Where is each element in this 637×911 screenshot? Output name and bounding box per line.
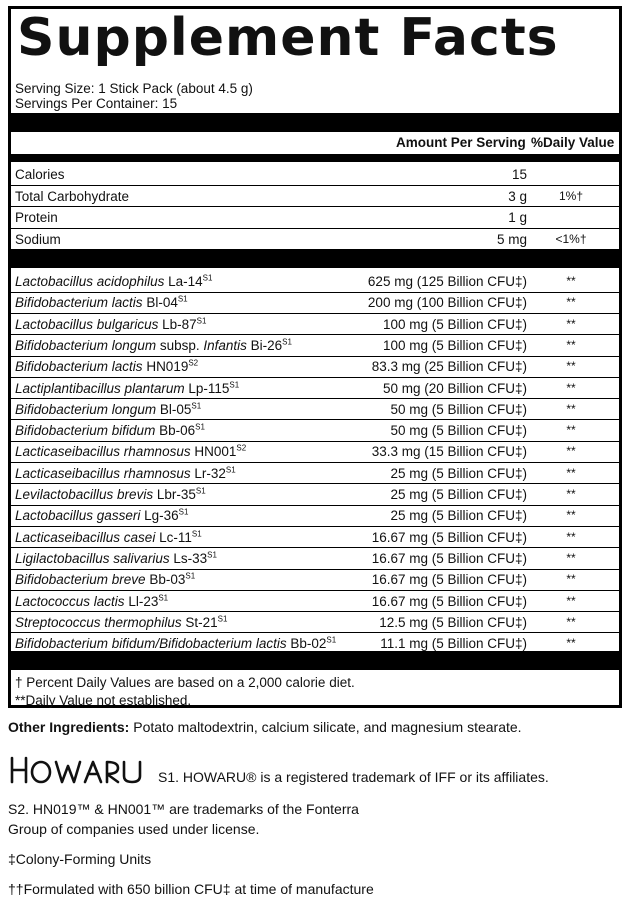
- nutrient-amount: 5 mg: [496, 231, 527, 247]
- nutrient-name: Sodium: [15, 231, 61, 247]
- probiotic-strain: Lb-87: [158, 316, 197, 332]
- probiotic-genus: Bifidobacterium lactis: [15, 295, 143, 311]
- probiotic-genus: Lactobacillus bulgaricus: [15, 316, 159, 332]
- serving-size: Serving Size: 1 Stick Pack (about 4.5 g): [15, 81, 253, 96]
- probiotic-strain: Lr-32: [190, 465, 226, 481]
- probiotic-amount: 16.67 mg (5 Billion CFU‡): [371, 529, 527, 545]
- probiotic-name: [15, 548, 217, 569]
- probiotic-row: [11, 378, 619, 400]
- probiotic-source-ref: S1: [185, 571, 196, 581]
- probiotic-dv: **: [566, 359, 576, 374]
- probiotic-source-ref: S1: [191, 529, 202, 539]
- note-cfu: ‡Colony-Forming Units: [8, 851, 152, 867]
- probiotic-amount: 12.5 mg (5 Billion CFU‡): [379, 614, 527, 630]
- note-s2-cont: Group of companies used under license.: [8, 821, 260, 837]
- probiotic-amount: 16.67 mg (5 Billion CFU‡): [371, 550, 527, 566]
- probiotic-dv: **: [566, 380, 576, 395]
- probiotic-strain: La-14: [164, 274, 203, 289]
- probiotic-source-ref: S1: [202, 273, 213, 283]
- probiotic-strain: HN019: [142, 359, 189, 375]
- probiotic-row: [11, 463, 619, 485]
- probiotic-dv: **: [566, 508, 576, 523]
- probiotic-amount: 50 mg (20 Billion CFU‡): [382, 380, 527, 396]
- probiotic-amount: 50 mg (5 Billion CFU‡): [390, 401, 527, 417]
- probiotic-source-ref: S2: [236, 443, 247, 453]
- probiotic-strain: St-21: [181, 614, 218, 630]
- probiotic-source-ref: S1: [195, 486, 206, 496]
- dv-footnote: † Percent Daily Values are based on a 2,000 calorie diet.: [15, 675, 355, 690]
- probiotic-amount: 625 mg (125 Billion CFU‡): [367, 274, 527, 289]
- nutrient-dv: 1%†: [558, 188, 584, 203]
- probiotic-strain: Lp-115: [184, 380, 230, 396]
- probiotic-dv: **: [566, 487, 576, 501]
- probiotic-dv: **: [566, 550, 576, 565]
- probiotic-amount: 83.3 mg (25 Billion CFU‡): [371, 359, 527, 375]
- dv-header: %Daily Value: [531, 135, 615, 150]
- probiotic-row: [11, 356, 619, 378]
- probiotic-dv: **: [566, 316, 576, 331]
- probiotic-dv: **: [566, 636, 576, 651]
- probiotic-source-ref: S1: [225, 465, 236, 475]
- probiotic-strain: Lg-36: [140, 508, 179, 524]
- probiotic-name: [15, 356, 198, 377]
- probiotic-amount: 16.67 mg (5 Billion CFU‡): [371, 593, 527, 609]
- probiotic-genus: Lactococcus lactis: [15, 593, 125, 609]
- probiotic-amount: 100 mg (5 Billion CFU‡): [382, 337, 527, 353]
- probiotic-genus: Bifidobacterium breve: [15, 572, 146, 588]
- probiotic-amount: 33.3 mg (15 Billion CFU‡): [371, 444, 527, 460]
- probiotic-row: [11, 335, 619, 357]
- amount-header: Amount Per Serving: [396, 135, 526, 150]
- thick-divider: [11, 651, 619, 670]
- probiotic-row: [11, 292, 619, 314]
- probiotic-name: [15, 292, 188, 313]
- probiotic-amount: 50 mg (5 Billion CFU‡): [390, 423, 527, 439]
- probiotic-source-ref: S1: [326, 635, 337, 645]
- nutrient-dv: <1%†: [555, 231, 587, 246]
- probiotic-dv: **: [566, 295, 576, 310]
- probiotic-strain: Bl-04: [142, 295, 178, 311]
- header-divider: [11, 154, 619, 162]
- probiotic-genus: Lactiplantibacillus plantarum: [15, 380, 185, 396]
- probiotic-row: [11, 441, 619, 463]
- probiotic-genus: Lactobacillus acidophilus: [15, 274, 165, 289]
- probiotic-subspecies: Infantis: [203, 337, 247, 353]
- probiotic-source-ref: S1: [195, 422, 205, 432]
- probiotic-row: [11, 527, 619, 549]
- probiotic-genus: Lactobacillus gasseri: [15, 508, 141, 524]
- probiotic-source-ref: S1: [191, 401, 202, 411]
- nutrient-name: Total Carbohydrate: [15, 188, 130, 204]
- probiotic-name: [15, 505, 188, 526]
- other-ingredients-text: Potato maltodextrin, calcium silicate, and magnesium stearate.: [129, 719, 522, 735]
- probiotic-source-ref: S1: [229, 380, 240, 389]
- probiotic-amount: 25 mg (5 Billion CFU‡): [390, 465, 527, 481]
- probiotic-dv: **: [566, 444, 576, 459]
- probiotic-name: [15, 314, 206, 335]
- probiotic-source-ref: S1: [207, 550, 217, 560]
- probiotic-strain-2: Bi-26: [246, 337, 283, 353]
- probiotic-dv: **: [566, 529, 576, 544]
- probiotic-dv: **: [566, 614, 576, 629]
- not-established-footnote: **Daily Value not established.: [15, 693, 192, 708]
- probiotic-name: [15, 420, 205, 441]
- probiotic-dv: **: [566, 423, 576, 438]
- probiotic-genus: Bifidobacterium longum: [15, 401, 157, 417]
- probiotic-strain: Bl-05: [156, 401, 192, 417]
- probiotic-amount: 11.1 mg (5 Billion CFU‡): [380, 636, 527, 652]
- nutrient-row: [11, 186, 619, 208]
- probiotic-name: [15, 569, 195, 590]
- panel-title: Supplement Facts: [17, 8, 559, 68]
- nutrient-row: [11, 229, 619, 251]
- probiotic-name: [15, 484, 206, 505]
- probiotic-name: [15, 378, 239, 399]
- probiotic-genus: Ligilactobacillus salivarius: [15, 550, 170, 566]
- thick-divider: [11, 113, 619, 132]
- probiotic-strain: Lbr-35: [153, 487, 196, 502]
- probiotic-name: [15, 527, 202, 548]
- probiotic-strain: Bb-06: [155, 423, 196, 439]
- probiotic-dv: **: [566, 465, 576, 480]
- nutrient-amount: 1 g: [508, 210, 527, 225]
- probiotic-genus: Bifidobacterium bifidum: [15, 423, 156, 439]
- probiotic-row: [11, 484, 619, 506]
- probiotic-source-ref: S1: [177, 294, 188, 304]
- probiotic-row: [11, 569, 619, 591]
- probiotic-dv: **: [566, 274, 576, 288]
- probiotic-source-ref: S1: [158, 593, 169, 602]
- probiotic-row: [11, 399, 619, 421]
- probiotic-source-ref: S1: [217, 614, 228, 624]
- probiotic-name: [15, 463, 236, 484]
- howaru-logo: [8, 752, 150, 788]
- probiotic-strain: Bb-02: [286, 636, 327, 652]
- note-s1: S1. HOWARU® is a registered trademark of IFF or its affiliates.: [158, 769, 549, 785]
- probiotic-row: [11, 314, 619, 336]
- thick-divider: [11, 249, 619, 268]
- probiotic-genus: Bifidobacterium longum: [15, 337, 157, 353]
- probiotic-name: [15, 399, 201, 420]
- probiotic-strain: Ll-23: [124, 593, 159, 609]
- probiotic-genus: Lacticaseibacillus rhamnosus: [15, 465, 191, 481]
- other-ingredients: [8, 718, 522, 736]
- probiotic-source-ref: S2: [188, 358, 199, 368]
- probiotic-name: [15, 441, 246, 462]
- probiotic-row: [11, 548, 619, 570]
- probiotic-strain: Lc-11: [155, 529, 192, 545]
- probiotic-genus: Lacticaseibacillus rhamnosus: [15, 444, 191, 460]
- probiotic-name: [15, 591, 168, 612]
- nutrient-name: Protein: [15, 210, 58, 225]
- probiotic-genus: Levilactobacillus brevis: [15, 487, 154, 502]
- probiotic-amount: 100 mg (5 Billion CFU‡): [382, 316, 527, 332]
- note-s2: S2. HN019™ & HN001™ are trademarks of the Fonterra: [8, 801, 359, 817]
- nutrient-amount: 15: [511, 167, 527, 182]
- probiotic-dv: **: [566, 572, 576, 587]
- probiotic-dv: **: [566, 593, 576, 608]
- probiotic-amount: 25 mg (5 Billion CFU‡): [390, 487, 527, 502]
- probiotic-source-ref: S1: [196, 316, 207, 326]
- probiotic-genus: Lacticaseibacillus casei: [15, 529, 156, 545]
- probiotic-name: [15, 271, 212, 292]
- probiotic-row: [11, 505, 619, 527]
- probiotic-source-ref: S1: [178, 507, 189, 517]
- probiotic-row: [11, 612, 619, 634]
- probiotic-genus: Streptococcus thermophilus: [15, 614, 182, 630]
- probiotic-amount: 200 mg (100 Billion CFU‡): [367, 295, 527, 311]
- probiotic-dv: **: [566, 401, 576, 416]
- probiotic-name: [15, 335, 292, 356]
- other-ingredients-label: Other Ingredients:: [8, 719, 130, 735]
- probiotic-genus: Bifidobacterium lactis: [15, 359, 143, 375]
- probiotic-amount: 16.67 mg (5 Billion CFU‡): [371, 572, 527, 588]
- nutrient-row: [11, 207, 619, 229]
- probiotic-row: [11, 420, 619, 442]
- probiotic-dv: **: [566, 337, 576, 352]
- probiotic-amount: 25 mg (5 Billion CFU‡): [390, 508, 527, 524]
- probiotic-strain: Bb-03: [145, 572, 186, 588]
- supplement-facts-panel: [8, 6, 622, 708]
- probiotic-strain: Ls-33: [169, 550, 208, 566]
- probiotic-strain: subsp.: [156, 337, 204, 353]
- nutrient-amount: 3 g: [508, 188, 527, 204]
- note-formulated: ††Formulated with 650 billion CFU‡ at time of manufacture: [8, 881, 374, 897]
- probiotic-source-ref: S1: [282, 337, 292, 347]
- probiotic-genus: Bifidobacterium bifidum/Bifidobacterium lactis: [15, 636, 287, 652]
- probiotic-strain: HN001: [190, 444, 237, 460]
- nutrient-name: Calories: [15, 167, 65, 182]
- probiotic-name: [15, 612, 227, 633]
- nutrient-row: [11, 164, 619, 186]
- servings-per-container: Servings Per Container: 15: [15, 96, 178, 111]
- probiotic-row: [11, 271, 619, 293]
- probiotic-row: [11, 591, 619, 613]
